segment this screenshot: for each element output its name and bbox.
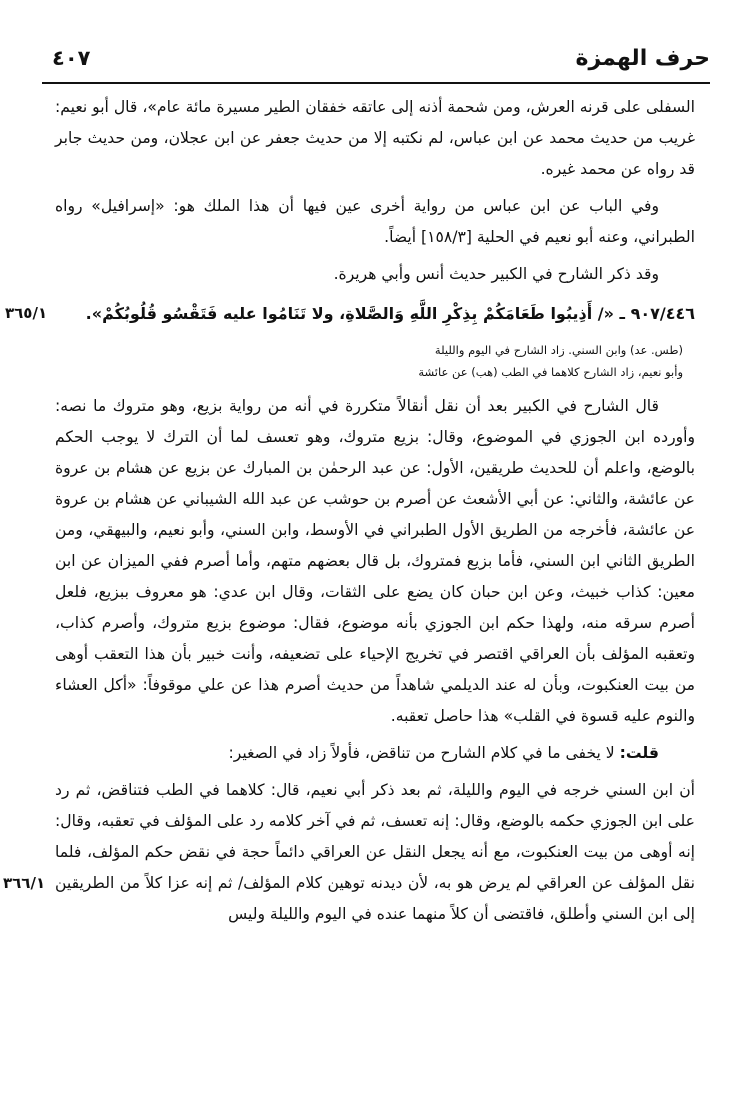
commentary-paragraph: قال الشارح في الكبير بعد أن نقل أنقالاً متكررة في أنه من رواية بزيع، وهو متروك ما نصه: وأورده ابن الجوزي في الموضوع، وقال: بزيع متروك، وهو تعسف لما أن الترك لا يوجب الحكم بالوضع، واعلم أن للحديث طريقين، الأول: عن عبد الرحمٰن بن المبارك عن بزيع عن هشام بن عروة عن عائشة، والثاني: عن أبي الأشعث عن أصرم بن حوشب عن عبد الله الشيباني عن هشام بن عروة عن عائشة، فأخرجه من الطريق الأول الطبراني في الأوسط، وابن السني، وأبو نعيم، والبيهقي، ومن الطريق الثاني ابن السني، فأما بزيع فمتروك، بل قال بعضهم متهم، وأما أصرم ففي الميزان عن ابن معين: كذاب خبيث، وعن ابن حبان كان يضع على الثقات، وقال ابن عدي: هو معروف ببزيع، فلعل أصرم سرقه منه، ولهذا حكم ابن الجوزي بأنه موضوع، فقال: موضوع بزيع متروك، وأصرم كذاب، وتعقبه المؤلف بأن العراقي اقتصر في تخريج الإحياء على تضعيفه، وأنت خبير بأن هذا التعقب أوهى من بيت العنكبوت، وبأن له عند الديلمي شاهداً من حديث أصرم هذا عن علي موقوفاً: «أكل العشاء والنوم عليه قسوة في القلب» هذا حاصل تعقبه. [55, 397, 695, 725]
margin-reference-2: ٣٦٦/١ [3, 874, 46, 892]
page-header [42, 40, 710, 84]
hadith-number: ٩٠٧/٤٤٦ ـ «/ [597, 304, 695, 323]
paragraph-1: السفلى على قرنه العرش، ومن شحمة أذنه إلى عاتقه خفقان الطير مسيرة مائة عام»، قال أبو نعيم: غريب من حديث محمد عن ابن عباس، لم نكتبه إلا من حديث جعفر عن ابن عجلان، ومن حديث جابر قد رواه عن محمد غيره. [55, 98, 695, 178]
source-line-2: وأبو نعيم، زاد الشارح كلاهما في الطب (هب) عن عائشة [418, 365, 683, 379]
paragraph-2: وفي الباب عن ابن عباس من رواية أخرى عين فيها أن هذا الملك هو: «إسرافيل» رواه الطبراني، وعنه أبو نعيم في الحلية [١٥٨/٣] أيضاً. [55, 197, 695, 246]
margin-reference: ٣٦٥/١ [5, 304, 48, 322]
chapter-title: حرف الهمزة [575, 46, 710, 71]
source-line-1: (طس. عد) وابن السني. زاد الشارح في اليوم والليلة [434, 343, 683, 357]
page-body [3, 92, 695, 930]
hadith-sources [55, 339, 683, 383]
qult-label: قلت: [619, 744, 659, 762]
final-paragraph [3, 775, 695, 930]
final-text: أن ابن السني خرجه في اليوم والليلة، ثم بعد ذكر أبي نعيم، قال: كلاهما في الطب فتناقض، ثم رد على ابن الجوزي حكمه بالوضع، وقال: إنه تعسف، ثم في آخر كلامه رد على المؤلف في تعقبه، وقال: إنه أوهى من بيت العنكبوت، مع أنه يجعل النقل عن العراقي دائماً حجة في نقض حكم المؤلف، فلما نقل المؤلف عن العراقي لم يرض هو به، لأن ديدنه توهين كلام المؤلف/ ثم إنه عزا كلاً من الطريقين إلى ابن السني وأطلق، فاقتضى أن كلاً منهما عنده في اليوم والليلة وليس [55, 781, 695, 923]
hadith-text: أَذِيبُوا طَعَامَكُمْ بِذِكْرِ اللَّهِ وَالصَّلاةِ، ولا تَنَامُوا عليه فَتَقْسُو قُلُوبُكُمْ». [85, 304, 593, 323]
hadith-entry [5, 298, 695, 329]
qult-paragraph [55, 738, 695, 769]
page-number: ٤٠٧ [52, 46, 91, 70]
paragraph-3: وقد ذكر الشارح في الكبير حديث أنس وأبي هريرة. [333, 265, 659, 283]
qult-text: لا يخفى ما في كلام الشارح من تناقض، فأولاً زاد في الصغير: [228, 744, 615, 762]
